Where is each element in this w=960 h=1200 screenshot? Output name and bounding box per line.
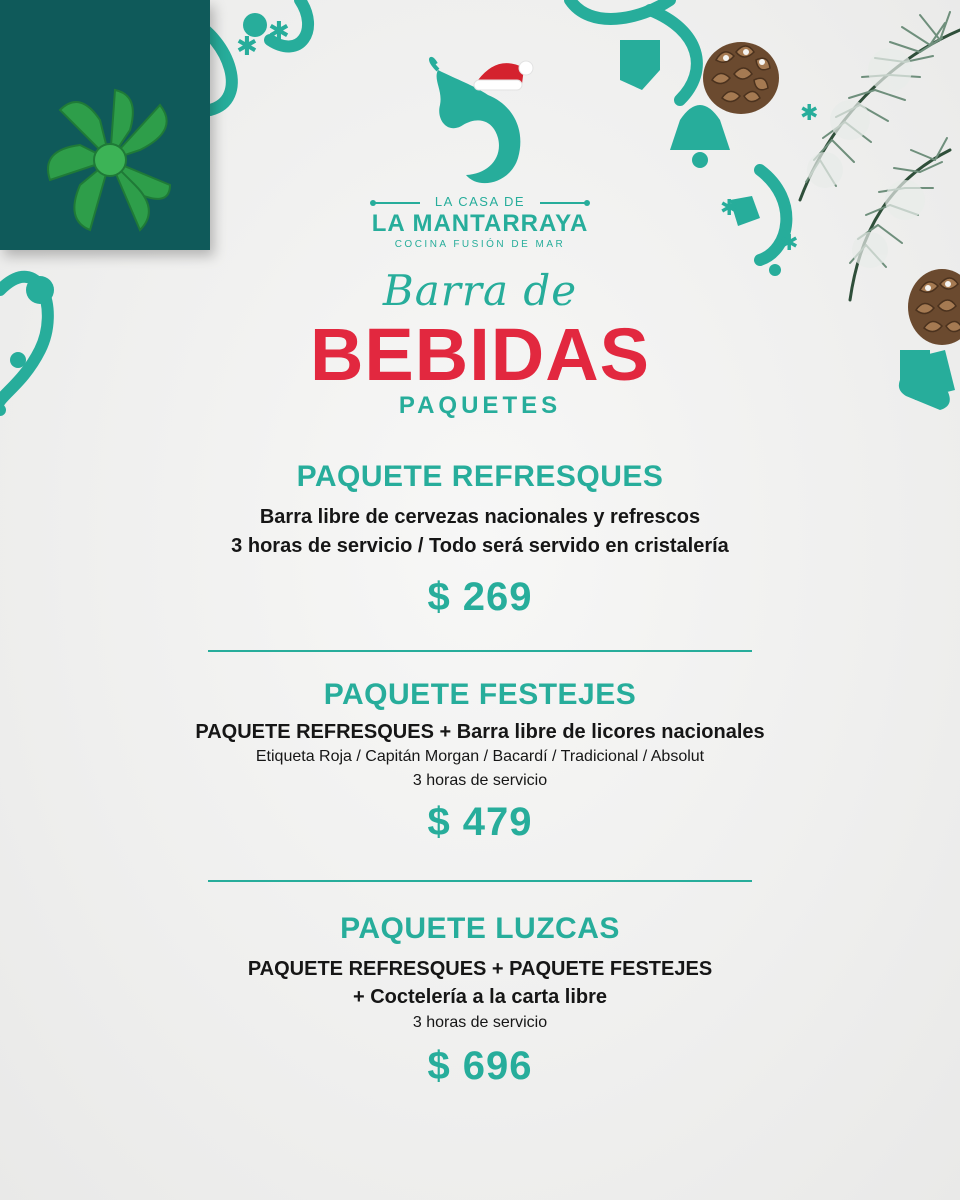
- heading-script: Barra de: [382, 266, 578, 315]
- package-title: PAQUETE LUZCAS: [340, 912, 620, 945]
- package-price: $ 696: [427, 1044, 533, 1088]
- section-divider: [208, 650, 752, 652]
- package-price: $ 479: [427, 800, 533, 844]
- package-title: PAQUETE REFRESQUES: [296, 460, 664, 493]
- package-line: PAQUETE REFRESQUES + PAQUETE FESTEJES: [247, 958, 713, 980]
- brand-tagline: COCINA FUSIÓN DE MAR: [394, 239, 566, 250]
- package-line: PAQUETE REFRESQUES + Barra libre de licores nacionales: [195, 721, 765, 743]
- package-price: $ 269: [427, 575, 533, 619]
- package-line: 3 horas de servicio: [412, 1014, 548, 1031]
- pine-cone-icon: [696, 30, 786, 120]
- svg-text:✱: ✱: [780, 231, 799, 256]
- svg-text:✱: ✱: [236, 32, 258, 62]
- section-divider: [208, 880, 752, 882]
- brand-name: LA MANTARRAYA: [371, 210, 589, 237]
- heading-sub: PAQUETES: [398, 392, 562, 419]
- package-line: Barra libre de cervezas nacionales y refrescos: [259, 506, 701, 528]
- svg-text:✱: ✱: [720, 196, 739, 221]
- brand-line1: LA CASA DE: [434, 194, 526, 209]
- package-line: 3 horas de servicio: [412, 772, 548, 789]
- heading-main: BEBIDAS: [309, 313, 651, 396]
- svg-text:✱: ✱: [800, 101, 819, 126]
- package-line: + Coctelería a la carta libre: [352, 986, 608, 1008]
- package-line: Etiqueta Roja / Capitán Morgan / Bacardí / Tradicional / Absolut: [255, 748, 705, 765]
- manta-ray-logo-icon: [418, 50, 538, 190]
- package-line: 3 horas de servicio / Todo será servido en cristalería: [231, 535, 729, 557]
- svg-text:✱: ✱: [268, 17, 290, 47]
- package-title: PAQUETE FESTEJES: [323, 678, 637, 711]
